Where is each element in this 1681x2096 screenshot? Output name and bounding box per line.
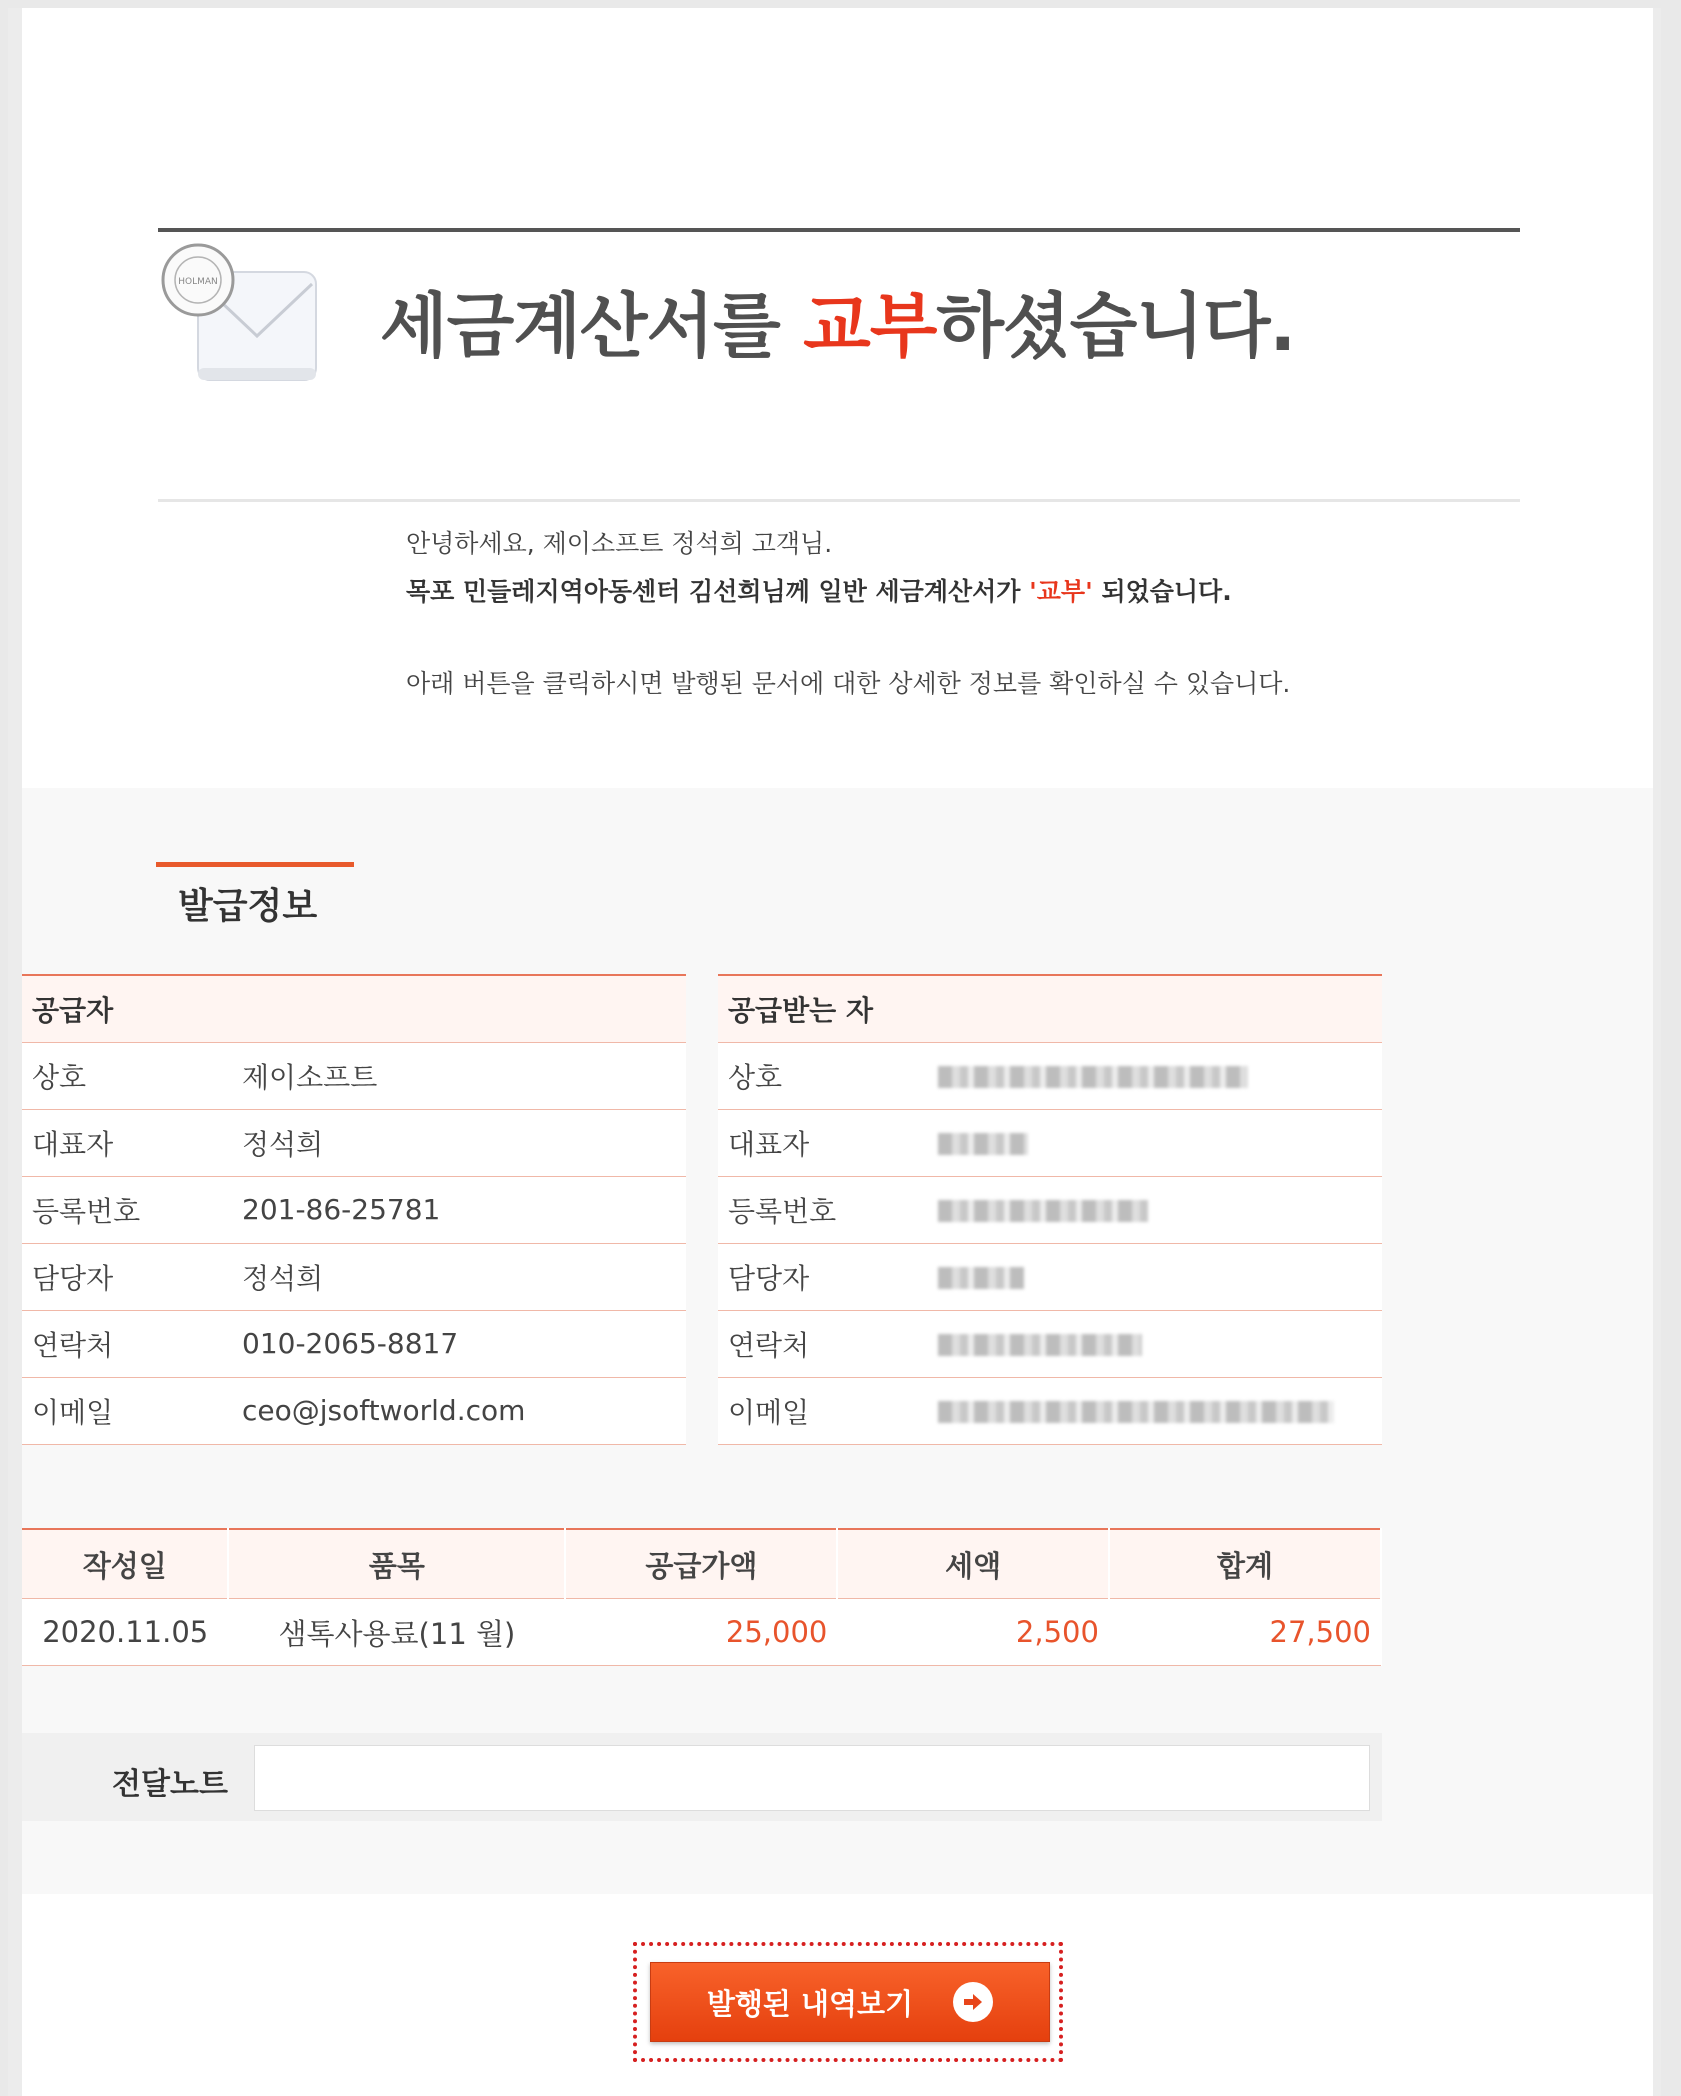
table-row [718, 1109, 1382, 1176]
supplier-header: 공급자 [22, 975, 232, 1042]
field-label: 상호 [718, 1042, 928, 1109]
notice-pre: 목포 민들레지역아동센터 김선희님께 일반 세금계산서가 [406, 577, 1030, 606]
field-label: 상호 [22, 1042, 232, 1109]
item-supply-amount: 25,000 [565, 1599, 837, 1666]
supplier-header-row [22, 975, 686, 1042]
items-table [22, 1528, 1382, 1666]
table-row [22, 1042, 686, 1109]
note-field[interactable] [254, 1745, 1370, 1811]
col-header-date: 작성일 [22, 1529, 228, 1599]
items-header-row [22, 1529, 1381, 1599]
title-part2: 하셨습니다. [936, 285, 1296, 367]
redacted-value [928, 1243, 1382, 1310]
redacted-value [928, 1042, 1382, 1109]
redacted-value [928, 1176, 1382, 1243]
field-value: 제이소프트 [232, 1042, 686, 1109]
field-label: 연락처 [718, 1310, 928, 1377]
title-part1: 세금계산서를 [380, 285, 804, 367]
stamp-text: HOLMAN [178, 277, 218, 287]
field-label: 등록번호 [22, 1176, 232, 1243]
section-title: 발급정보 [178, 886, 318, 927]
field-label: 등록번호 [718, 1176, 928, 1243]
field-label: 담당자 [718, 1243, 928, 1310]
receiver-header-row [718, 975, 1382, 1042]
instruction-text: 아래 버튼을 클릭하시면 발행된 문서에 대한 상세한 정보를 확인하실 수 있습니다. [406, 669, 1291, 698]
table-row [718, 1310, 1382, 1377]
col-header-tax: 세액 [837, 1529, 1109, 1599]
field-value: ceo@jsoftworld.com [232, 1377, 686, 1444]
redacted-value [928, 1310, 1382, 1377]
field-value: 정석희 [232, 1109, 686, 1176]
table-row [22, 1176, 686, 1243]
item-date: 2020.11.05 [22, 1599, 228, 1666]
field-label: 이메일 [22, 1377, 232, 1444]
field-label: 이메일 [718, 1377, 928, 1444]
supplier-table [22, 974, 686, 1445]
receiver-table [718, 974, 1382, 1445]
field-value: 010-2065-8817 [232, 1310, 686, 1377]
button-label: 발행된 내역보기 [706, 1986, 914, 2021]
redacted-value [928, 1377, 1382, 1444]
table-row [718, 1377, 1382, 1444]
table-row [22, 1243, 686, 1310]
note-section [22, 1733, 1382, 1821]
table-row [22, 1377, 686, 1444]
page-title [380, 270, 1295, 371]
col-header-item: 품목 [228, 1529, 565, 1599]
field-label: 연락처 [22, 1310, 232, 1377]
notice-highlight: '교부' [1029, 577, 1093, 606]
view-issued-details-button[interactable] [650, 1962, 1050, 2042]
table-row [718, 1176, 1382, 1243]
item-tax-amount: 2,500 [837, 1599, 1109, 1666]
receiver-header: 공급받는 자 [718, 975, 928, 1042]
greeting-text: 안녕하세요, 제이소프트 정석희 고객님. [406, 529, 833, 558]
issued-notice [406, 572, 1232, 608]
table-row [22, 1310, 686, 1377]
redacted-value [928, 1109, 1382, 1176]
col-header-supply: 공급가액 [565, 1529, 837, 1599]
note-label: 전달노트 [112, 1767, 228, 1802]
header-bottom-divider [158, 499, 1520, 502]
top-divider [158, 228, 1520, 232]
title-highlight: 교부 [803, 285, 937, 367]
field-value: 201-86-25781 [232, 1176, 686, 1243]
field-label: 대표자 [718, 1109, 928, 1176]
arrow-right-icon [953, 1982, 993, 2022]
table-row [718, 1042, 1382, 1109]
item-name: 샘톡사용료(11 월) [228, 1599, 565, 1666]
field-label: 대표자 [22, 1109, 232, 1176]
item-total-amount: 27,500 [1109, 1599, 1381, 1666]
notice-post: 되었습니다. [1092, 577, 1232, 606]
table-row [22, 1599, 1381, 1666]
field-value: 정석희 [232, 1243, 686, 1310]
table-row [22, 1109, 686, 1176]
table-row [718, 1243, 1382, 1310]
col-header-total: 합계 [1109, 1529, 1381, 1599]
section-title-bar [156, 862, 354, 867]
envelope-stamp-icon [158, 240, 324, 390]
field-label: 담당자 [22, 1243, 232, 1310]
